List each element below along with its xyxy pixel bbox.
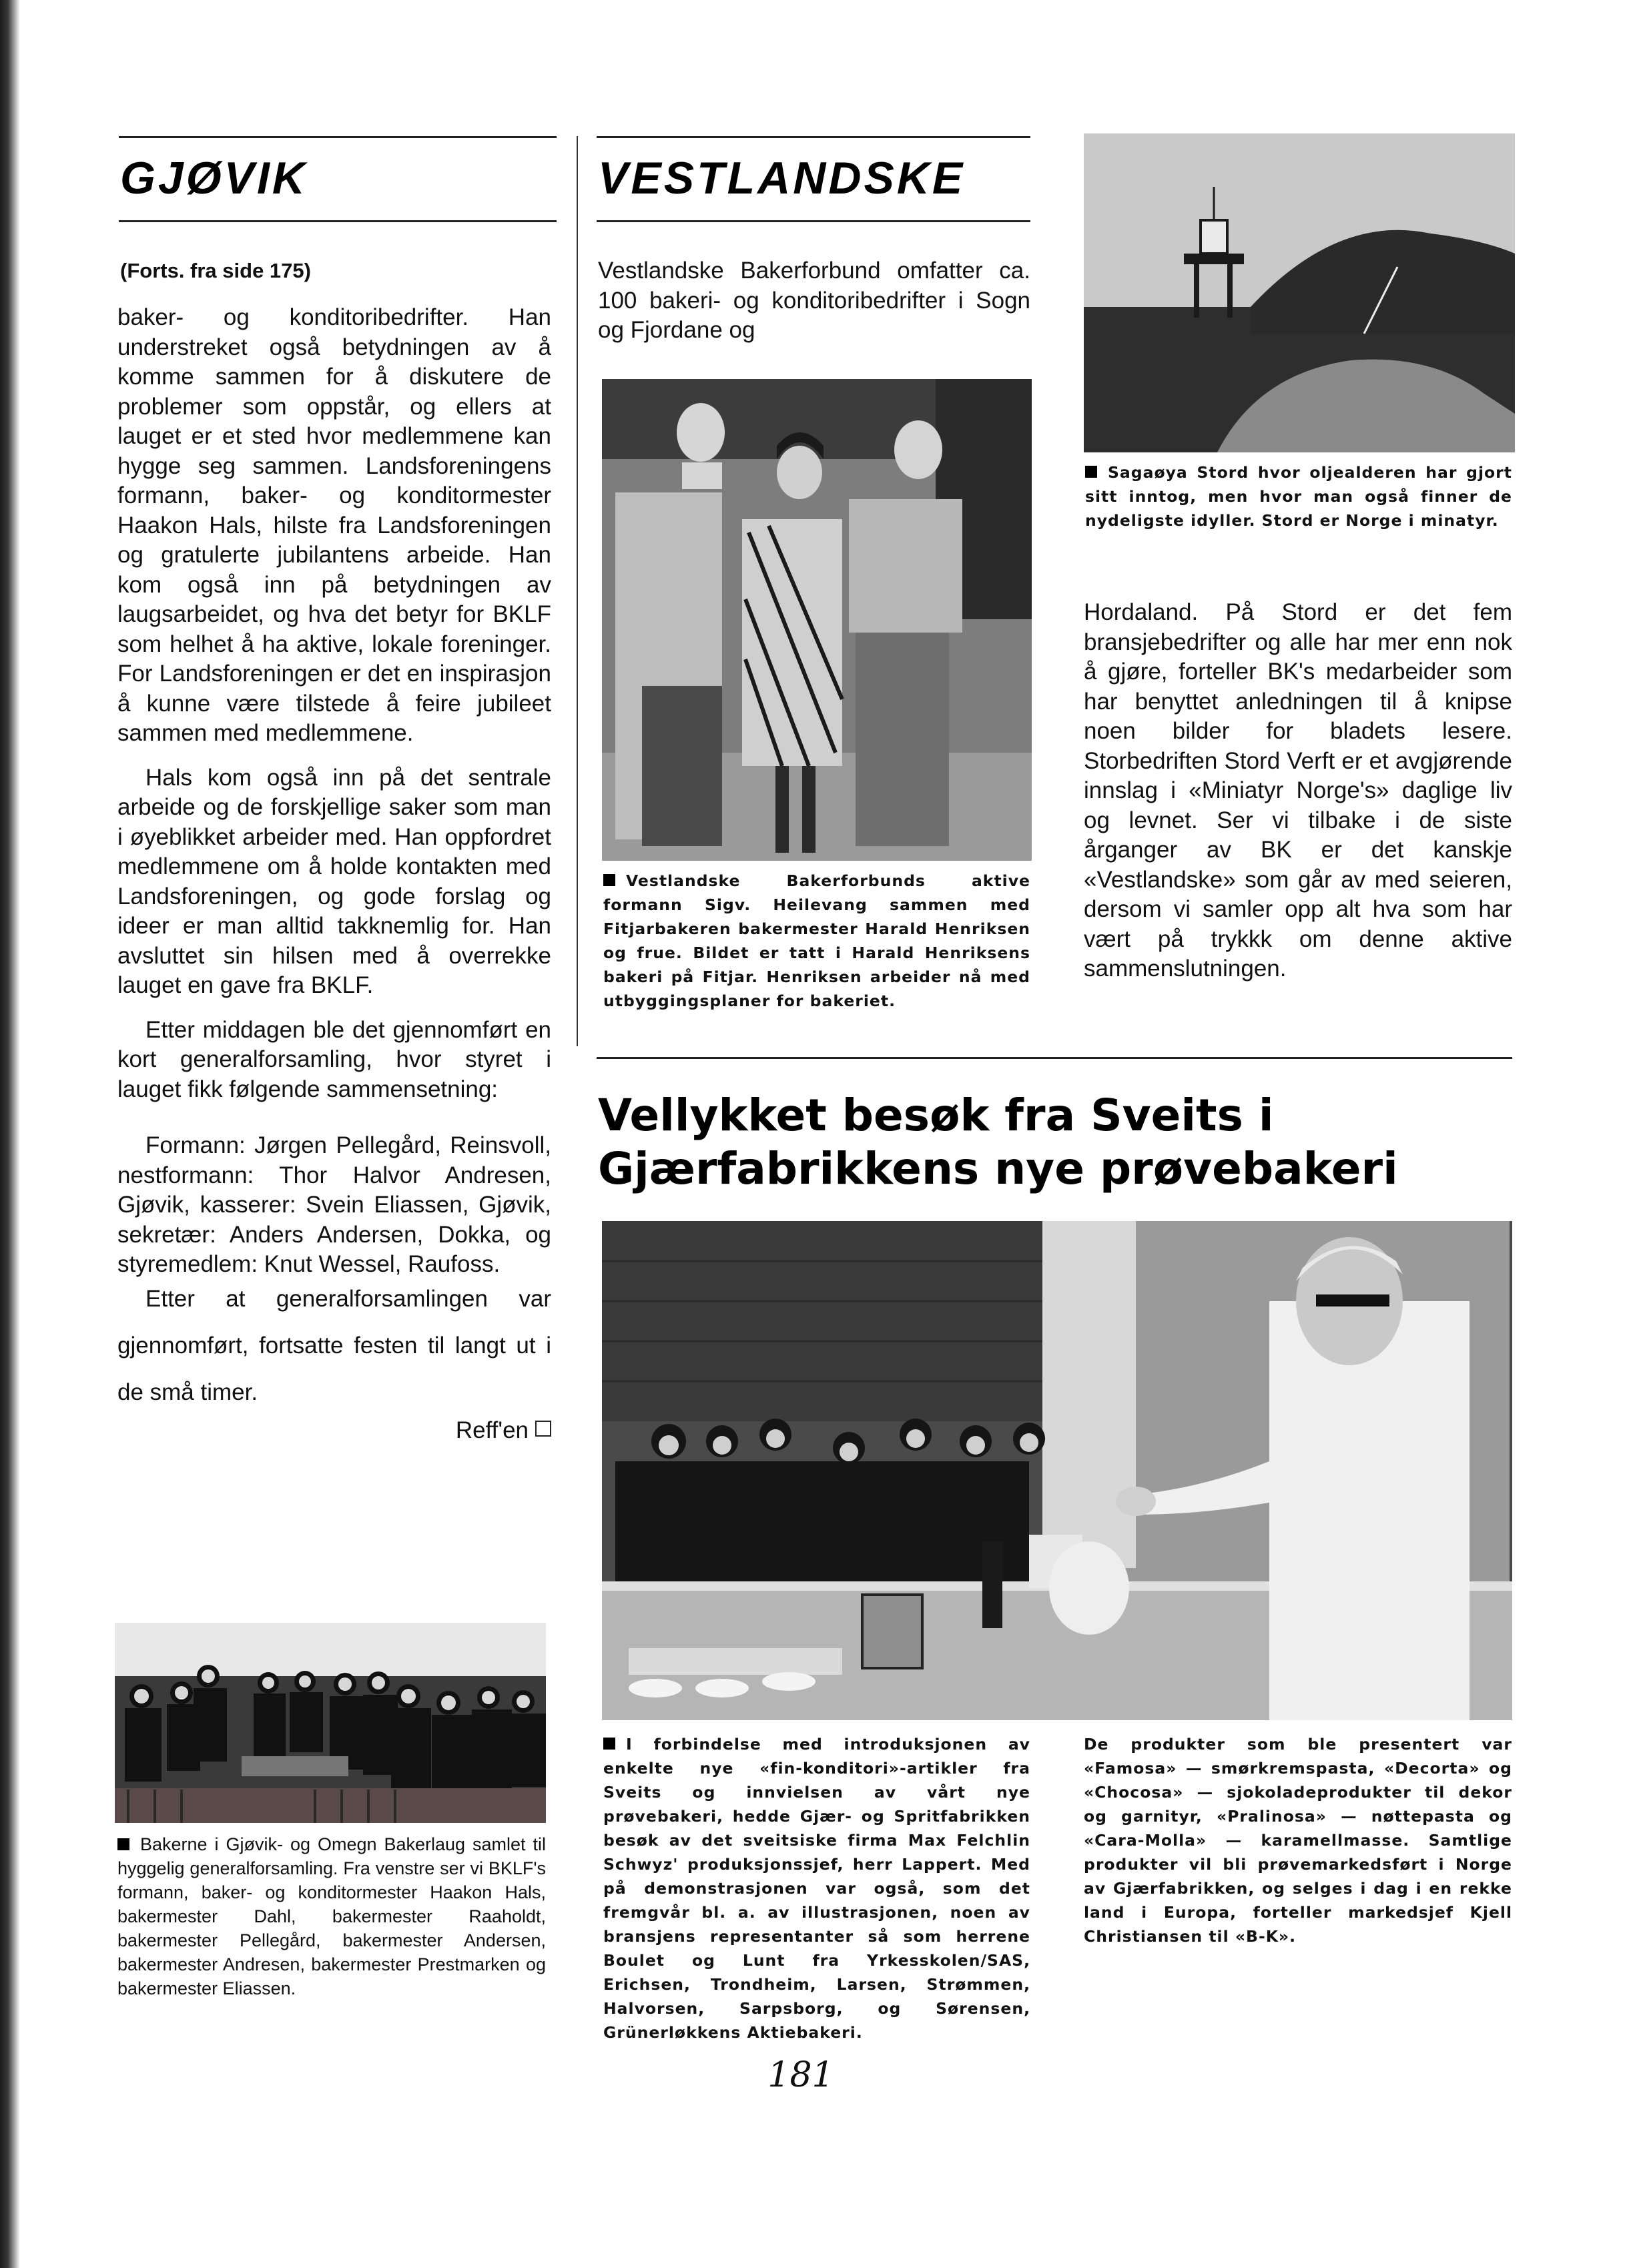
caption-gjovik-photo xyxy=(117,1832,546,2000)
photo-gjovik-bakers-meeting xyxy=(115,1623,546,1823)
feature-headline: Vellykket besøk fra Sveits i Gjærfabrikkens nye prøvebakeri xyxy=(598,1090,1398,1194)
rule-bottom-vestlandske xyxy=(597,220,1030,222)
continued-note: (Forts. fra side 175) xyxy=(120,259,311,282)
gjovik-paragraph-3: Etter middagen ble det gjennomført en kort generalforsamling, hvor styret i lauget fikk følgende sammensetning: xyxy=(117,1016,551,1102)
section-heading-vestlandske: VESTLANDSKE xyxy=(598,153,966,204)
photo-stord-illustration xyxy=(1084,133,1515,452)
photo-sagaoya-stord xyxy=(1084,133,1515,452)
caption-gjovik-text: Bakerne i Gjøvik- og Omegn Bakerlaug samlet til hyggelig generalforsamling. Fra venstre ser vi BKLF's formann, baker- og konditormester Haakon Hals, bakermester Dahl, bakermester Raaholdt, bakermester Pellegård, bakermester Andersen, bakermester Andresen, bakermester Prestmarken og bakermester Eliassen. xyxy=(117,1834,546,1998)
photo-vestlandske-bakers xyxy=(602,379,1032,861)
gjovik-signature xyxy=(117,1416,551,1446)
caption-vestlandske-text: Vestlandske Bakerforbunds aktive formann Sigv. Heilevang sammen med Fitjarbakeren bakermester Harald Henriksen og frue. Bildet er tatt i Harald Henriksens bakeri på Fitjar. Henriksen arbeider nå med utbyggingsplaner for bakeriet. xyxy=(603,871,1030,1010)
caption-vestlandske-photo xyxy=(603,869,1030,1013)
rule-bottom-gjovik xyxy=(119,220,557,222)
scan-binding-edge xyxy=(0,0,20,2268)
caption-bullet-icon xyxy=(603,1738,615,1750)
caption-stord-text: Sagaøya Stord hvor oljealderen har gjort sitt inntog, men hvor man også finner de nydeligste idyller. Stord er Norge i minatyr. xyxy=(1085,463,1512,530)
photo-proevebakeri-demonstration xyxy=(602,1221,1512,1720)
page-number: 181 xyxy=(767,2055,834,2095)
photo-vestlandske-illustration xyxy=(602,379,1032,861)
caption-bullet-icon xyxy=(1085,466,1097,478)
gjovik-paragraph-2: Hals kom også inn på det sentrale arbeide og de forskjellige saker som man i øyeblikket arbeider med. Han oppfordret medlemmene om å holde kontakten med Landsforeningen, og gode forslag og ideer er man alltid takknemlig for. Han avsluttet sin hilsen med å overrekke lauget en gave fra BKLF. xyxy=(117,764,551,998)
gjovik-paragraph-5: Etter at generalforsamlingen var gjennomført, fortsatte festen til langt ut i de små timer. xyxy=(117,1285,551,1405)
rule-feature-top xyxy=(597,1057,1512,1059)
caption-feature-left xyxy=(603,1732,1030,2044)
rule-top-vestlandske xyxy=(597,136,1030,138)
vestlandske-continued: Hordaland. På Stord er det fem bransjebedrifter og alle har mer enn nok å gjøre, forteller BK's medarbeider som har benyttet anledningen til å knipse noen bilder for bladets lesere. Storbedriften Stord Verft er et avgjørende innslag i «Miniatyr Norge's» daglige liv og levnet. Ser vi tilbake i de siste årganger av BK er det kanskje «Vestlandske» som går av med seieren, dersom vi samler opp alt hva som har vært på trykkk om denne aktive sammenslutningen. xyxy=(1084,599,1512,982)
signature-text: Reff'en xyxy=(455,1417,529,1443)
end-mark-icon xyxy=(535,1421,551,1437)
photo-proevebakeri-illustration xyxy=(602,1221,1512,1720)
vestlandske-intro: Vestlandske Bakerforbund omfatter ca. 100 bakeri- og konditoribedrifter i Sogn og Fjordane og xyxy=(598,258,1030,343)
caption-bullet-icon xyxy=(117,1838,129,1850)
caption-feature-left-text: I forbindelse med introduksjonen av enkelte nye «fin-konditori»-artikler fra Sveits og innvielsen av vårt nye prøvebakeri, hedde Gjær- og Spritfabrikken besøk av det sveitsiske firma Max Felchlin Schwyz' produksjonssjef, herr Lappert. Med på demonstrasjonen var også, som det fremgvår bl. a. av illustrasjonen, noen av bransjens representanter så som herrene Boulet og Lunt fra Yrkesskolen/SAS, Erichsen, Trondheim, Larsen, Strømmen, Halvorsen, Sarpsborg, og Sørensen, Grünerløkkens Aktiebakeri. xyxy=(603,1735,1030,2042)
gjovik-paragraph-1: baker- og konditoribedrifter. Han understreket også betydningen av å komme sammen for å diskutere de problemer som oppstår, og ellers at lauget er et sted hvor medlemmene kan hygge seg sammen. Landsforeningens formann, baker- og konditormester Haakon Hals, hilste fra Landsforeningen og gratulerte jubilantens arbeide. Han kom også inn på betydningen av laugsarbeidet, og hva det betyr for BKLF som helhet å ha aktive, lokale foreninger. For Landsforeningen er det en inspirasjon å kunne være tilstede å feire jubileet sammen med medlemmene. xyxy=(117,304,551,746)
rule-top-gjovik xyxy=(119,136,557,138)
section-heading-gjovik: GJØVIK xyxy=(120,153,308,204)
caption-feature-right: De produkter som ble presentert var «Famosa» — smørkremspasta, «Decorta» og «Chocosa» — sjokoladeprodukter til dekor og garnityr, «Pralinosa» — nøttepasta og «Cara-Molla» — karamellmasse. Samtlige produkter vil bli prøvemarkedsført i Norge av Gjærfabrikken, og selges i dag i en rekke land i Europa, forteller markedsjef Kjell Christiansen til «B-K». xyxy=(1084,1735,1512,1946)
photo-gjovik-illustration xyxy=(115,1623,546,1823)
caption-bullet-icon xyxy=(603,874,615,886)
column-divider xyxy=(577,136,578,1046)
gjovik-article-body xyxy=(117,303,551,1445)
caption-stord-photo xyxy=(1085,460,1512,532)
gjovik-paragraph-4: Formann: Jørgen Pellegård, Reinsvoll, nestformann: Thor Halvor Andresen, Gjøvik, kasserer: Svein Eliassen, Gjøvik, sekretær: Anders Andersen, Dokka, og styremedlem: Knut Wessel, Raufoss. xyxy=(117,1132,551,1277)
